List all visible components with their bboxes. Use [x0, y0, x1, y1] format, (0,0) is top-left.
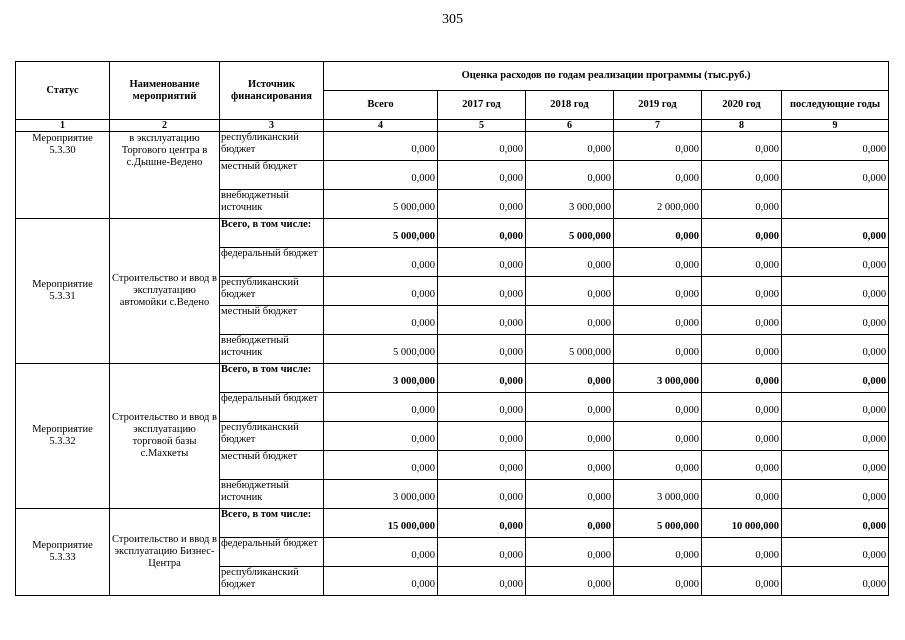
- amount-cell: 0,000: [702, 277, 782, 306]
- amount-cell: 5 000,000: [324, 190, 438, 219]
- funding-source-cell: внебюджетный источник: [220, 190, 324, 219]
- amount-cell: 0,000: [438, 335, 526, 364]
- amount-cell: 0,000: [324, 393, 438, 422]
- amount-cell: 0,000: [614, 393, 702, 422]
- funding-source-cell: Всего, в том числе:: [220, 219, 324, 248]
- amount-cell: 0,000: [782, 393, 889, 422]
- amount-cell: 0,000: [614, 161, 702, 190]
- amount-cell: 0,000: [438, 277, 526, 306]
- amount-cell: 0,000: [438, 451, 526, 480]
- amount-cell: 0,000: [526, 306, 614, 335]
- status-cell: Мероприятие 5.3.33: [16, 509, 110, 596]
- amount-cell: 5 000,000: [526, 335, 614, 364]
- amount-cell: 0,000: [702, 190, 782, 219]
- funding-source-cell: республиканский бюджет: [220, 567, 324, 596]
- amount-cell: 0,000: [702, 422, 782, 451]
- funding-source-cell: федеральный бюджет: [220, 538, 324, 567]
- amount-cell: 0,000: [782, 219, 889, 248]
- amount-cell: 0,000: [702, 538, 782, 567]
- amount-cell: 0,000: [782, 567, 889, 596]
- header-total: Всего: [324, 91, 438, 120]
- header-2020: 2020 год: [702, 91, 782, 120]
- header-status: Статус: [16, 62, 110, 120]
- amount-cell: 0,000: [526, 451, 614, 480]
- measure-name-cell: в эксплуатацию Торгового центра в с.Дышне-Ведено: [110, 132, 220, 219]
- funding-source-cell: местный бюджет: [220, 306, 324, 335]
- amount-cell: 0,000: [438, 422, 526, 451]
- amount-cell: 0,000: [526, 422, 614, 451]
- amount-cell: 0,000: [526, 509, 614, 538]
- header-estimate: Оценка расходов по годам реализации программы (тыс.руб.): [324, 62, 889, 91]
- amount-cell: 0,000: [438, 161, 526, 190]
- amount-cell: 0,000: [702, 248, 782, 277]
- amount-cell: 0,000: [526, 132, 614, 161]
- amount-cell: 0,000: [438, 248, 526, 277]
- column-number: 3: [220, 120, 324, 132]
- status-cell: Мероприятие 5.3.30: [16, 132, 110, 219]
- column-numbers-row: [16, 120, 889, 132]
- amount-cell: 0,000: [614, 306, 702, 335]
- measure-name-cell: Строительство и ввод в эксплуатацию автомойки с.Ведено: [110, 219, 220, 364]
- amount-cell: 3 000,000: [614, 364, 702, 393]
- amount-cell: 15 000,000: [324, 509, 438, 538]
- page-number: 305: [442, 12, 463, 27]
- amount-cell: 0,000: [438, 306, 526, 335]
- amount-cell: 0,000: [782, 451, 889, 480]
- column-number: 1: [16, 120, 110, 132]
- table-row: [16, 219, 889, 248]
- amount-cell: 0,000: [614, 132, 702, 161]
- amount-cell: 0,000: [324, 567, 438, 596]
- amount-cell: 0,000: [702, 132, 782, 161]
- amount-cell: 0,000: [526, 538, 614, 567]
- funding-source-cell: Всего, в том числе:: [220, 364, 324, 393]
- amount-cell: 0,000: [324, 248, 438, 277]
- amount-cell: 2 000,000: [614, 190, 702, 219]
- amount-cell: 5 000,000: [324, 335, 438, 364]
- amount-cell: 0,000: [438, 393, 526, 422]
- amount-cell: 0,000: [782, 364, 889, 393]
- amount-cell: 0,000: [702, 451, 782, 480]
- amount-cell: 5 000,000: [614, 509, 702, 538]
- amount-cell: 0,000: [526, 364, 614, 393]
- amount-cell: 0,000: [782, 422, 889, 451]
- column-number: 2: [110, 120, 220, 132]
- amount-cell: 0,000: [614, 422, 702, 451]
- amount-cell: 0,000: [438, 190, 526, 219]
- table-row: [16, 364, 889, 393]
- funding-source-cell: федеральный бюджет: [220, 393, 324, 422]
- amount-cell: 0,000: [782, 248, 889, 277]
- amount-cell: 0,000: [614, 451, 702, 480]
- column-number: 6: [526, 120, 614, 132]
- amount-cell: 0,000: [438, 364, 526, 393]
- amount-cell: 0,000: [614, 335, 702, 364]
- amount-cell: 0,000: [438, 509, 526, 538]
- funding-source-cell: внебюджетный источник: [220, 335, 324, 364]
- funding-source-cell: местный бюджет: [220, 451, 324, 480]
- amount-cell: 0,000: [438, 567, 526, 596]
- amount-cell: 0,000: [782, 161, 889, 190]
- amount-cell: 0,000: [614, 219, 702, 248]
- header-later: последующие годы: [782, 91, 889, 120]
- table-row: [16, 509, 889, 538]
- amount-cell: 0,000: [438, 219, 526, 248]
- header-source: Источник финансирования: [220, 62, 324, 120]
- funding-source-cell: республиканский бюджет: [220, 422, 324, 451]
- amount-cell: 10 000,000: [702, 509, 782, 538]
- amount-cell: 0,000: [782, 335, 889, 364]
- status-cell: Мероприятие 5.3.32: [16, 364, 110, 509]
- amount-cell: 0,000: [782, 132, 889, 161]
- amount-cell: 0,000: [614, 538, 702, 567]
- column-number: 4: [324, 120, 438, 132]
- header-name: Наименование мероприятий: [110, 62, 220, 120]
- funding-source-cell: внебюджетный источник: [220, 480, 324, 509]
- measure-name-cell: Строительство и ввод в эксплуатацию торговой базы с.Махкеты: [110, 364, 220, 509]
- column-number: 8: [702, 120, 782, 132]
- amount-cell: 0,000: [782, 306, 889, 335]
- amount-cell: 0,000: [702, 306, 782, 335]
- amount-cell: 0,000: [782, 277, 889, 306]
- amount-cell: 0,000: [526, 480, 614, 509]
- amount-cell: 0,000: [438, 538, 526, 567]
- amount-cell: 0,000: [782, 480, 889, 509]
- amount-cell: 0,000: [782, 538, 889, 567]
- funding-source-cell: республиканский бюджет: [220, 132, 324, 161]
- header-2018: 2018 год: [526, 91, 614, 120]
- amount-cell: 0,000: [324, 277, 438, 306]
- amount-cell: 0,000: [324, 451, 438, 480]
- column-number: 7: [614, 120, 702, 132]
- table-row: [16, 132, 889, 161]
- column-number: 9: [782, 120, 889, 132]
- amount-cell: 0,000: [702, 480, 782, 509]
- header-2019: 2019 год: [614, 91, 702, 120]
- funding-source-cell: Всего, в том числе:: [220, 509, 324, 538]
- amount-cell: 0,000: [324, 538, 438, 567]
- amount-cell: 0,000: [324, 132, 438, 161]
- amount-cell: 3 000,000: [324, 480, 438, 509]
- amount-cell: 0,000: [614, 248, 702, 277]
- amount-cell: 0,000: [526, 161, 614, 190]
- amount-cell: 0,000: [702, 161, 782, 190]
- amount-cell: 0,000: [526, 277, 614, 306]
- amount-cell: 0,000: [324, 422, 438, 451]
- amount-cell: 0,000: [324, 161, 438, 190]
- amount-cell: 0,000: [438, 480, 526, 509]
- amount-cell: 0,000: [438, 132, 526, 161]
- amount-cell: 0,000: [614, 567, 702, 596]
- amount-cell: 0,000: [614, 277, 702, 306]
- measure-name-cell: Строительство и ввод в эксплуатацию Бизнес-Центра: [110, 509, 220, 596]
- funding-source-cell: федеральный бюджет: [220, 248, 324, 277]
- amount-cell: [782, 190, 889, 219]
- amount-cell: 5 000,000: [526, 219, 614, 248]
- amount-cell: 0,000: [526, 393, 614, 422]
- amount-cell: 5 000,000: [324, 219, 438, 248]
- amount-cell: 0,000: [526, 248, 614, 277]
- header-2017: 2017 год: [438, 91, 526, 120]
- amount-cell: 0,000: [782, 509, 889, 538]
- funding-source-cell: республиканский бюджет: [220, 277, 324, 306]
- amount-cell: 3 000,000: [614, 480, 702, 509]
- amount-cell: 0,000: [702, 364, 782, 393]
- column-number: 5: [438, 120, 526, 132]
- amount-cell: 0,000: [702, 567, 782, 596]
- funding-source-cell: местный бюджет: [220, 161, 324, 190]
- amount-cell: 0,000: [702, 335, 782, 364]
- amount-cell: 0,000: [702, 393, 782, 422]
- status-cell: Мероприятие 5.3.31: [16, 219, 110, 364]
- amount-cell: 3 000,000: [526, 190, 614, 219]
- amount-cell: 0,000: [526, 567, 614, 596]
- amount-cell: 0,000: [702, 219, 782, 248]
- expense-table: [15, 61, 889, 596]
- amount-cell: 0,000: [324, 306, 438, 335]
- amount-cell: 3 000,000: [324, 364, 438, 393]
